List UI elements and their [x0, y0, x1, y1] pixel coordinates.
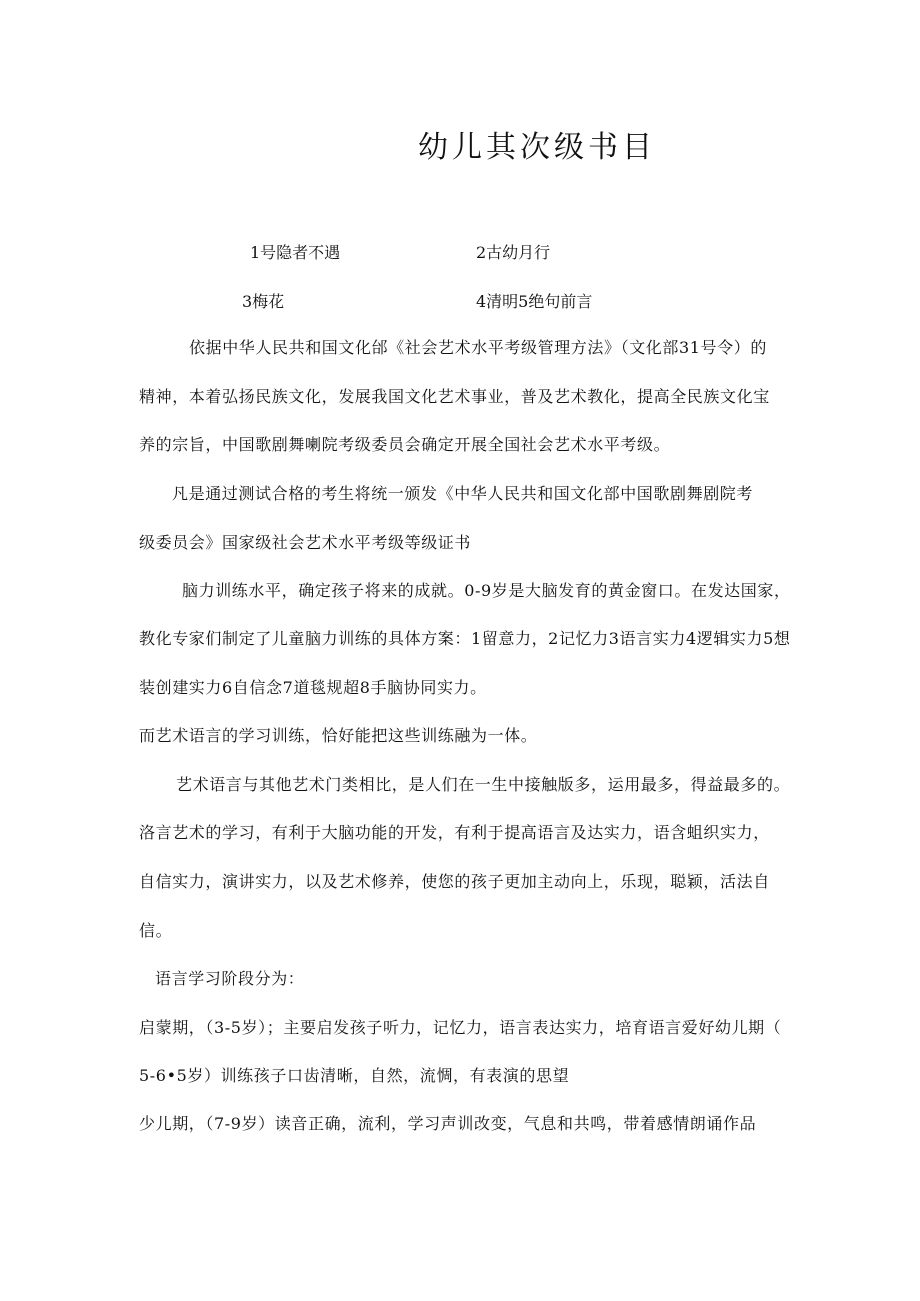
document-title: 幼儿其次级书目 [418, 130, 656, 165]
body-line: 5-6•5岁）训练孩子口齿清晰，自然，流惆，有表演的思望 [139, 1066, 570, 1085]
body-line: 少儿期，（7-9岁）读音正确，流利，学习声训改变，气息和共鸣，带着感情朗诵作品 [139, 1114, 757, 1133]
body-line: 自信实力，演讲实力，以及艺术修养，使您的孩子更加主动向上，乐现，聪颖，活法自 [139, 872, 770, 891]
body-line: 依据中华人民共和国文化邰《社会艺术水平考级管理方法》（文化部31号令）的 [189, 338, 767, 357]
body-line: 凡是通过测试合格的考生将统一颁发《中华人民共和国文化部中国歌剧舞剧院考 [172, 484, 754, 503]
body-line: 级委员会》国家级社会艺术水平考级等级证书 [139, 533, 472, 552]
body-line: 洛言艺术的学习，有利于大脑功能的开发，有利于提高语言及达实力，语含蛆织实力， [139, 823, 770, 842]
toc-item: 2古幼月行 [476, 243, 551, 262]
body-line: 教化专家们制定了儿童脑力训练的具体方案：1留意力，2记忆力3语言实力4逻辑实力5想 [139, 629, 791, 648]
body-line: 养的宗旨，中国歌剧舞喇院考级委员会确定开展全国社会艺术水平考级。 [139, 435, 671, 454]
body-line: 语言学习阶段分为： [155, 969, 305, 988]
body-line: 脑力训练水平，确定孩子将来的成就。0-9岁是大脑发育的黄金窗口。在发达国家， [182, 581, 791, 600]
body-line: 启蒙期，（3-5岁）；主要启发孩子听力，记忆力，语言表达实力，培育语言爱好幼儿期（ [139, 1018, 782, 1037]
body-line: 精神，本着弘扬民族文化，发展我国文化艺术事业，普及艺术教化，提高全民族文化宝 [139, 387, 770, 406]
body-line: 装创建实力6自信念7道毯规超8手脑协同实力。 [139, 678, 487, 697]
toc-item: 4清明5绝句前言 [476, 292, 593, 311]
toc-item: 1号隐者不遇 [250, 243, 341, 262]
body-line: 而艺术语言的学习训练，恰好能把这些训练融为一体。 [139, 726, 538, 745]
toc-item: 3梅花 [242, 292, 285, 311]
body-line: 信。 [139, 921, 173, 940]
body-line: 艺术语言与其他艺术门类相比，是人们在一生中接触版多，运用最多，得益最多的。 [176, 775, 791, 794]
